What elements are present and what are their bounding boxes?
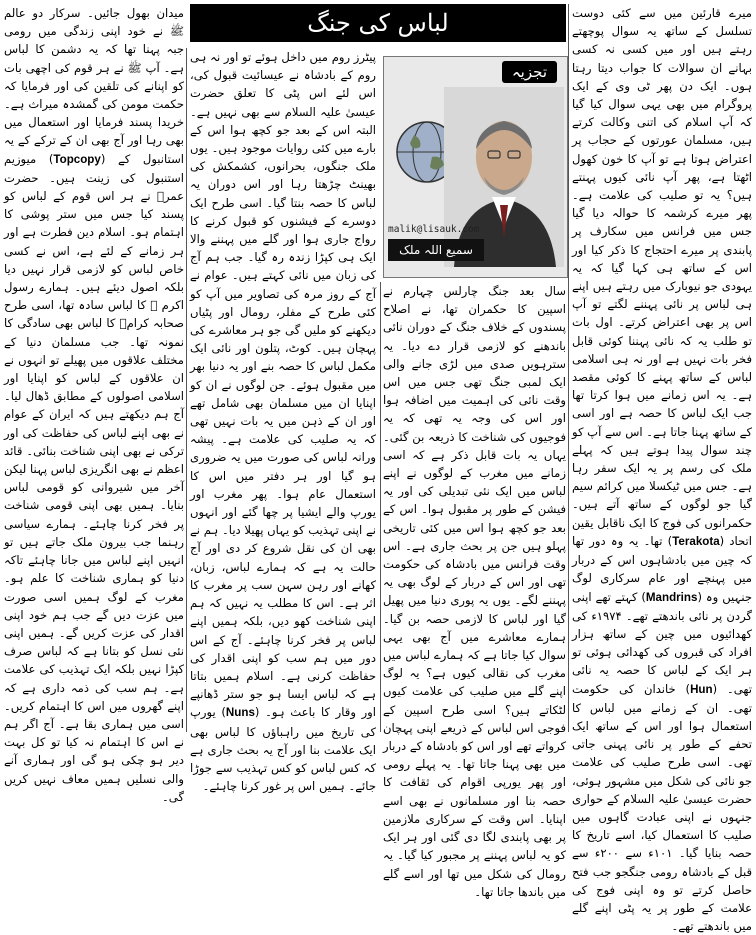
author-name: سمیع اللہ ملک xyxy=(388,239,484,261)
article-headline: لباس کی جنگ xyxy=(307,9,449,37)
section-label: تجزیہ xyxy=(502,61,557,83)
paragraph-text: پیٹرز روم میں داخل ہوئے تو اور نہ ہی روم کے بادشاہ نے عیسائیت قبول کی، اس لئے اس پٹی کا تعلق حضرت عیسیٰ علیہ السلام سے بھی نہیں ہے۔ البتہ اس کے بعد جو کچھ ہوا اس کے بارے میں کئی روایات موجود ہیں۔ یوں ملک جنگوں، بحرانوں، کشمکش کی بھینٹ چڑھتا رہا اور اس دوران یہ لباس کا حصہ بنتا گیا۔ اسی طرح ایک دوسرے کے فیشنوں کو قبول کرنے کا رواج جاری ہوا اور گلے میں پہننے والا ایک ہی کپڑا زندہ رہ گیا۔ جب ہم آج کی زبان میں نائی کہتے ہیں۔ عوام نے آج کے روز مرہ کی تصاویر میں آپ کو کئی طرح کے مفلر، رومال اور پٹیاں دیکھنے کو ملیں گی جو ہر معاشرے کی پہچان ہیں۔ کوٹ، پتلون اور نائی ایک مکمل لباس کا حصہ بنے اور یہ دنیا بھر میں مقبول ہوئے۔ جن لوگوں نے ان کو اپنایا ان میں مسلمان بھی شامل تھے اور ان کے ذہن میں یہ بات نہیں تھی کہ یہ صلیب کی علامت ہے۔ پیشہ ورانہ لباس کی صورت میں یہ ضروری ہو گیا اور ہر دفتر میں اس کا استعمال عام ہوا۔ پھر مغرب اور یورپ والے ایشیا پر چھا گئے اور انہوں نے اپنی تہذیب کو یہاں پھیلا دیا۔ ہم نے بھی ان کی نقل شروع کر دی اور آج حالت یہ ہے کہ ہمارے لباس، زبان، کھانے اور رہن سہن سب پر مغرب کا اثر ہے۔ اس کا مطلب یہ نہیں کہ ہم اپنی شناخت کھو دیں، بلکہ ہمیں اپنے لباس پر فخر کرنا چاہئے۔ آج کے اس دور میں ہم سب کو اپنی اقدار کی حفاظت کرنی ہے۔ اسلام ہمیں بتاتا ہے کہ لباس ایسا ہو جو ستر ڈھانپے اور وقار کا باعث ہو۔ xyxy=(190,50,376,720)
paragraph-text: یورپ کی تاریخ میں راہباؤں کا لباس بھی ایک علامت بنا اور آج یہ بحث جاری ہے کہ کس لباس کو کس تہذیب سے جوڑا جائے۔ ہمیں اس پر غور کرنا چاہئے۔ xyxy=(190,705,376,794)
author-email: malik@lisauk.com xyxy=(388,224,480,235)
latin-term: Nuns xyxy=(225,706,255,720)
paragraph: میدان بھول جائیں۔ سرکار دو عالم ﷺ نے خود اپنی زندگی میں رومی جبہ پہنا تھا کہ یہ دشمن کا لباس ہے۔ آپ ﷺ نے ہر قوم کی اچھی بات کو اپنانے کی تلقین کی اور فرمایا کہ حکمت مومن کی گمشدہ میراث ہے۔ خریدا پسند فرمایا اور استعمال میں بھی رہا اور آج بھی ان کے ترکے کے یہ استانبول کے (Topcopy) میوزیم استنبول کی زینت ہیں۔ حضرت عمرؓ نے ہر اس قوم کے لباس کو پسند کیا جس میں ستر پوشی کا اہتمام ہو۔ اسلام دین فطرت ہے اور ہر زمانے کے لئے ہے، اس نے کسی خاص لباس کو لازمی قرار نہیں دیا بلکہ اصول دیئے ہیں۔ ہمارے رسول اکرم ﷺ کا لباس سادہ تھا، اسی طرح صحابہ کرامؓ کا لباس بھی سادگی کا نمونہ تھا۔ جب مسلمان دنیا کے مختلف علاقوں میں پھیلے تو انہوں نے ان علاقوں کے لباس کو اپنایا اور اسلامی اصولوں کے مطابق ڈھال لیا۔ آج ہم دیکھتے ہیں کہ ایران کے عوام نے بھی اپنے لباس کی حفاظت کی اور ترکی نے بھی اپنی شناخت بنائی۔ قائد اعظم نے بھی انگریزی لباس پہنا لیکن آخر میں شیروانی کو قومی لباس بنایا۔ ہمیں بھی اپنی قومی شناخت پر فخر کرنا چاہئے۔ ہمارے سیاسی رہنما جب بیرون ملک جاتے ہیں تو انہیں اپنے لباس میں جانا چاہئے تاکہ دنیا کو ہماری شناخت کا علم ہو۔ مغرب کے لوگ ہمیں اسی صورت میں عزت دیں گے جب ہم خود اپنی اقدار کی عزت کریں گے۔ ہمیں اپنی نئی نسل کو بتانا ہے کہ لباس صرف کپڑا نہیں بلکہ ایک تہذیب کی علامت ہے۔ ہم سب کی ذمہ داری ہے کہ اپنے گھروں میں اس کا اہتمام کریں۔ اسی میں ہماری بقا ہے۔ آج اگر ہم نے اس کا اہتمام نہ کیا تو کل بہت دیر ہو چکی ہو گی اور ہماری آنے والی نسلیں ہمیں معاف نہیں کریں گی۔ xyxy=(4,6,185,804)
paragraph: پیٹرز روم میں داخل ہوئے تو اور نہ ہی روم کے بادشاہ نے عیسائیت قبول کی، اس لئے اس پٹی کا تعلق حضرت عیسیٰ علیہ السلام سے بھی نہیں ہے۔ البتہ اس کے بعد جو کچھ ہوا اس کے بارے میں کئی روایات موجود ہیں۔ یوں ملک جنگوں، بحرانوں، کشمکش کی بھینٹ چڑھتا رہا اور اس دوران یہ لباس کا حصہ بنتا گیا۔ اسی طرح ایک دوسرے کے فیشنوں کو قبول کرنے کا رواج جاری ہوا اور گلے میں پہننے والا ایک ہی کپڑا زندہ رہ گیا۔ جب ہم آج کی زبان میں نائی کہتے ہیں۔ عوام نے آج کے روز مرہ کی تصاویر میں آپ کو کئی طرح کے مفلر، رومال اور پٹیاں دیکھنے کو ملیں گی جو ہر معاشرے کی پہچان ہیں۔ کوٹ، پتلون اور نائی ایک مکمل لباس کا حصہ بنے اور یہ دنیا بھر میں مقبول ہوئے۔ جن لوگوں نے ان کو اپنایا ان میں مسلمان بھی شامل تھے اور ان کے ذہن میں یہ بات نہیں تھی کہ یہ صلیب کی علامت ہے۔ پیشہ ورانہ لباس کی صورت میں یہ ضروری ہو گیا اور ہر دفتر میں اس کا استعمال عام ہوا۔ پھر مغرب اور یورپ والے ایشیا پر چھا گئے اور انہوں نے اپنی تہذیب کو یہاں پھیلا دیا۔ ہم نے بھی ان کی نقل شروع کر دی اور آج حالت یہ ہے کہ ہمارے لباس، زبان، کھانے اور رہن سہن سب پر مغرب کا اثر ہے۔ اس کا مطلب یہ نہیں کہ ہم اپنی شناخت کھو دیں، بلکہ ہمیں اپنے لباس پر فخر کرنا چاہئے۔ آج کے اس دور میں ہم سب کو اپنی اقدار کی حفاظت کرنی ہے۔ اسلام ہمیں بتاتا ہے کہ لباس ایسا ہو جو ستر ڈھانپے اور وقار کا باعث ہو۔ (Nuns) یورپ کی تاریخ میں راہباؤں کا لباس بھی ایک علامت بنا اور آج یہ بحث جاری ہے کہ کس لباس کو کس تہذیب سے جوڑا جائے۔ ہمیں اس پر غور کرنا چاہئے۔ xyxy=(190,50,376,794)
paragraph-text: سال بعد جنگ چارلس چہارم نے اسپین کا حکمران تھا، نے اصلاح پسندوں کے خلاف جنگ کے دوران نائی باندھنے کو لازمی قرار دے دیا۔ یہ سترہویں صدی میں لڑی جانے والی ایک لمبی جنگ تھی جس میں اس وقت نائی کی اہمیت میں اضافہ ہوا اور اس کی وجہ یہ تھی کہ یہ فوجیوں کی شناخت کا ذریعہ بن گئی۔ یہاں یہ بات قابل ذکر ہے کہ اسی زمانے میں مغرب کے لوگوں نے اپنے لباس میں ایک نئی تبدیلی کی اور یہ فیشن کے طور پر مقبول ہوا۔ اس کے بعد جو کچھ ہوا اس میں کئی تاریخی پہلو ہیں جن پر بحث جاری ہے۔ اس وقت فرانس میں بادشاہ کی حکومت تھی اور اس کے دربار کے لوگ بھی یہ پہننے لگے۔ یوں یہ پوری دنیا میں پھیل گیا اور لباس کا لازمی حصہ بن گیا۔ ہمارے معاشرے میں آج بھی یہی سوال کیا جاتا ہے کہ ہمارے لباس میں مغرب کی نقالی کیوں ہے؟ یہ لوگ اپنے گلے میں صلیب کی علامت کیوں لٹکاتے ہیں؟ اسی طرح اسپین کے فوجی اس لباس کے ذریعے اپنی پہچان کرواتے تھے اور اس کو بادشاہ کے دربار میں بھی پہنا جاتا تھا۔ یہ پہلے رومی اور پھر یورپی اقوام کی ثقافت کا حصہ بنا اور مسلمانوں نے بھی اسے اپنایا۔ اس وقت کے سرکاری ملازمین پر بھی پابندی لگا دی گئی اور ہر ایک کو یہ لباس پہننے پر مجبور کیا گیا۔ یہ رومال کی شکل میں تھا اور اسے گلے میں باندھا جاتا تھا۔ xyxy=(383,284,566,899)
latin-term: Mandrins xyxy=(645,590,698,604)
paragraph-text: میرے قارئین میں سے کئی دوست تسلسل کے ساتھ یہ سوال پوچھتے رہتے ہیں اور میں کسی نہ کسی بہانے ان سوالات کا جواب دیتا رہتا ہوں۔ ایک دن پھر ٹی وی کے ایک پروگرام میں بھی یہی سوال کیا گیا کہ آپ اسلام کی اتنی وکالت کرتے ہیں، مسلمان عورتوں کے حجاب پر اعتراض ہوتا ہے تو آپ کا خون کھول اٹھتا ہے، پھر آپ نائی کیوں پہنتے ہیں؟ یہ تو صلیب کی علامت ہے۔ پھر میرے کرشمہ کا حوالہ دیا گیا جس میں فرانس میں سکارف پر پابندی پر میرے احتجاج کا ذکر کیا اور اس کے ساتھ ہی کہا گیا کہ یہ یہودی جو نیوبارک میں رہتے ہیں اپنے ہی لباس پر نائی پہننے لگتے تو آپ اس پر بھی اعتراض کرتے۔ اول بات تو طلب یہ کہ نائی پہننا کوئی قابل فخر بات نہیں ہے اور نہ ہی اسلامی لباس کے ساتھ پہنے کا کوئی مقصد ہے۔ یہ اس زمانے میں ہوا کرتا تھا جب ایک لباس کا حصہ ہے اور اسی کے ساتھ پہنا جاتا ہے۔ اس سے آپ کو چند سوال پیدا ہوتے ہیں کہ پہلے ملک کی رسم پر یہ ایک سفر رہا ہے۔ جس میں ٹیکسلا میں کرائم سیم گیا جو لوگوں کے ساتھ آتے ہیں۔ xyxy=(571,6,752,512)
paragraph-text: حکمرانوں کی فوج کا ایک ناقابل یقین اتحاد xyxy=(572,515,752,548)
article-column-1 xyxy=(571,4,752,934)
author-photo-box xyxy=(383,56,568,278)
latin-term: Topcopy xyxy=(53,152,101,166)
column-divider xyxy=(186,48,187,732)
article-column-2 xyxy=(383,282,566,899)
latin-term: Terakota xyxy=(672,534,720,548)
paragraph-text: کہتے تھے اپنی گردن پر نائی باندھتے تھے۔ ۱۹۷۴ء کی کھدائیوں میں چین کے ساتھ ہزار افراد کی قبروں کی کھدائی ہوئی تو ہر ایک کے لباس کا حصہ یہ نائی تھی۔ xyxy=(572,589,752,696)
latin-term: Hun xyxy=(690,682,713,696)
paragraph-text: خاندان کی حکومت تھی۔ ان کے زمانے میں لباس کا استعمال ہوا اور اس کے ساتھ ایک تحفے کے طور پر نائی پہنی جاتی تھی۔ اسی طرح صلیب کی علامت جو نائی کی شکل میں مشہور ہوئی، حضرت عیسیٰ علیہ السلام کے حواری جنہوں نے اپنی عبادت گاہوں میں صلیب کا استعمال کیا، اسے تاریخ کا حصہ بنایا گیا۔ ۱۰۱ء سے ۲۰۰ء سے قبل کے بادشاہ رومی جنگجو جب فتح حاصل کرتے تو وہ اپنی فوج کی علامت کے طور پر یہ پٹی اپنے گلے میں باندھتے تھے۔ xyxy=(572,681,752,934)
column-divider xyxy=(568,4,569,732)
column-divider xyxy=(380,282,381,732)
paragraph xyxy=(383,282,566,901)
article-column-4 xyxy=(4,4,185,804)
paragraph-text: تھا۔ یہ وہ دور تھا کہ چین میں بادشاہوں اس کے دربار میں پہنچے اور عام سرکاری لوگ جنہیں وہ xyxy=(572,533,752,604)
paragraph-text: میوزیم استنبول کی زینت ہیں۔ حضرت عمرؓ نے ہر اس قوم کے لباس کو پسند کیا جس میں ستر پوشی کا اہتمام ہو۔ اسلام دین فطرت ہے اور ہر زمانے کے لئے ہے، اس نے کسی خاص لباس کو لازمی قرار نہیں دیا بلکہ اصول دیئے ہیں۔ ہمارے رسول اکرم ﷺ کا لباس سادہ تھا، اسی طرح صحابہ کرامؓ کا لباس بھی سادگی کا نمونہ تھا۔ جب مسلمان دنیا کے مختلف علاقوں میں پھیلے تو انہوں نے ان علاقوں کے لباس کو اپنایا اور اسلامی اصولوں کے مطابق ڈھال لیا۔ آج ہم دیکھتے ہیں کہ ایران کے عوام نے بھی اپنے لباس کی حفاظت کی اور ترکی نے بھی اپنی شناخت بنائی۔ قائد اعظم نے بھی انگریزی لباس پہنا لیکن آخر میں شیروانی کو قومی لباس بنایا۔ ہمیں بھی اپنی قومی شناخت پر فخر کرنا چاہئے۔ ہمارے سیاسی رہنما جب بیرون ملک جاتے ہیں تو انہیں اپنے لباس میں جانا چاہئے تاکہ دنیا کو ہماری شناخت کا علم ہو۔ مغرب کے لوگ ہمیں اسی صورت میں عزت دیں گے جب ہم خود اپنی اقدار کی عزت کریں گے۔ ہمیں اپنی نئی نسل کو بتانا ہے کہ لباس صرف کپڑا نہیں بلکہ ایک تہذیب کی علامت ہے۔ ہم سب کی ذمہ داری ہے کہ اپنے گھروں میں اس کا اہتمام کریں۔ اسی میں ہماری بقا ہے۔ آج اگر ہم نے اس کا اہتمام نہ کیا تو کل بہت دیر ہو چکی ہو گی اور ہماری آنے والی نسلیں ہمیں معاف نہیں کریں گی۔ xyxy=(4,151,184,804)
article-column-3 xyxy=(190,48,376,794)
paragraph-text: میدان بھول جائیں۔ سرکار دو عالم ﷺ نے خود اپنی زندگی میں رومی جبہ پہنا تھا کہ یہ دشمن کا لباس ہے۔ آپ ﷺ نے ہر قوم کی اچھی بات کو اپنانے کی تلقین کی اور فرمایا کہ حکمت مومن کی گمشدہ میراث ہے۔ خریدا پسند فرمایا اور استعمال میں بھی رہا اور آج بھی ان کے ترکے کے یہ استانبول کے xyxy=(4,6,185,166)
paragraph: میرے قارئین میں سے کئی دوست تسلسل کے ساتھ یہ سوال پوچھتے رہتے ہیں اور میں کسی نہ کسی بہانے ان سوالات کا جواب دیتا رہتا ہوں۔ ایک دن پھر ٹی وی کے ایک پروگرام میں بھی یہی سوال کیا گیا کہ آپ اسلام کی اتنی وکالت کرتے ہیں، مسلمان عورتوں کے حجاب پر اعتراض ہوتا ہے تو آپ کا خون کھول اٹھتا ہے، پھر آپ نائی کیوں پہنتے ہیں؟ یہ تو صلیب کی علامت ہے۔ پھر میرے کرشمہ کا حوالہ دیا گیا جس میں فرانس میں سکارف پر پابندی پر میرے احتجاج کا ذکر کیا اور اس کے ساتھ ہی کہا گیا کہ یہ یہودی جو نیوبارک میں رہتے ہیں اپنے ہی لباس پر نائی پہننے لگتے تو آپ اس پر بھی اعتراض کرتے۔ اول بات تو طلب یہ کہ نائی پہننا کوئی قابل فخر بات نہیں ہے اور نہ ہی اسلامی لباس کے ساتھ پہنے کا کوئی مقصد ہے۔ یہ اس زمانے میں ہوا کرتا تھا جب ایک لباس کا حصہ ہے اور اسی کے ساتھ پہنا جاتا ہے۔ اس سے آپ کو چند سوال پیدا ہوتے ہیں کہ پہلے ملک کی رسم پر یہ ایک سفر رہا ہے۔ جس میں ٹیکسلا میں کرائم سیم گیا جو لوگوں کے ساتھ آتے ہیں۔ حکمرانوں کی فوج کا ایک ناقابل یقین اتحاد (Terakota) تھا۔ یہ وہ دور تھا کہ چین میں بادشاہوں اس کے دربار میں پہنچے اور عام سرکاری لوگ جنہیں وہ (Mandrins) کہتے تھے اپنی گردن پر نائی باندھتے تھے۔ ۱۹۷۴ء کی کھدائیوں میں چین کے ساتھ ہزار افراد کی قبروں کی کھدائی ہوئی تو ہر ایک کے لباس کا حصہ یہ نائی تھی۔ (Hun) خاندان کی حکومت تھی۔ ان کے زمانے میں لباس کا استعمال ہوا اور اس کے ساتھ ایک تحفے کے طور پر نائی پہنی جاتی تھی۔ اسی طرح صلیب کی علامت جو نائی کی شکل میں مشہور ہوئی، حضرت عیسیٰ علیہ السلام کے حواری جنہوں نے اپنی عبادت گاہوں میں صلیب کا استعمال کیا، اسے تاریخ کا حصہ بنایا گیا۔ ۱۰۱ء سے ۲۰۰ء سے قبل کے بادشاہ رومی جنگجو جب فتح حاصل کرتے تو وہ اپنی فوج کی علامت کے طور پر یہ پٹی اپنے گلے میں باندھتے تھے۔ xyxy=(571,6,752,934)
